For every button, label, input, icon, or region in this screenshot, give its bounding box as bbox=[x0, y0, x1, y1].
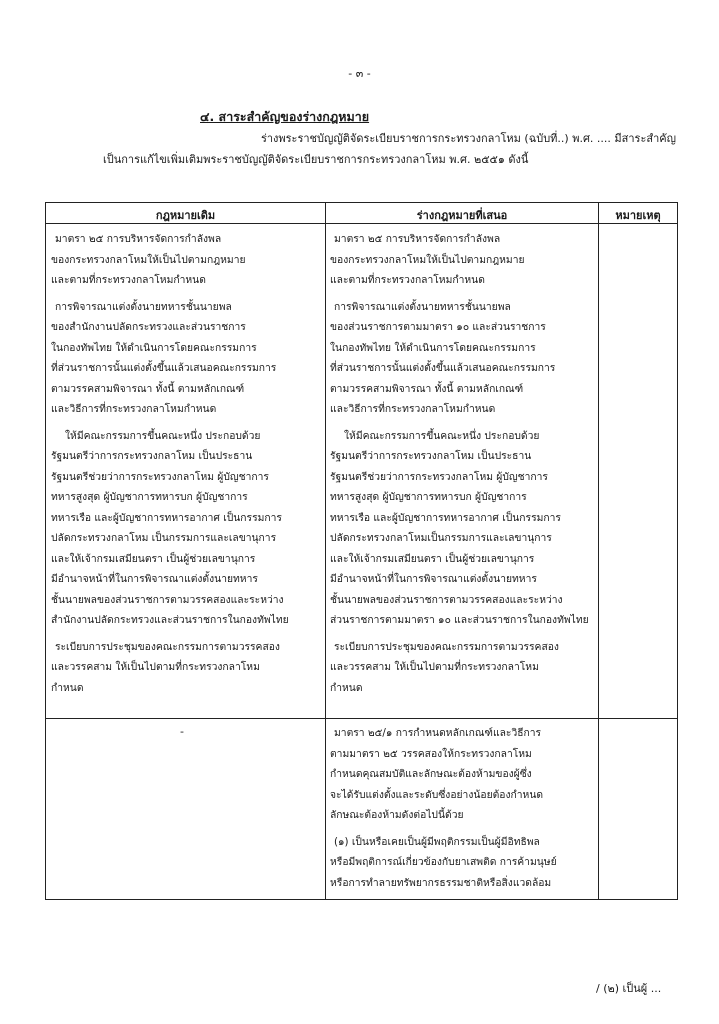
text-line: ระเบียบการประชุมของคณะกรรมการตามวรรคสอง bbox=[334, 640, 559, 653]
text-line: ของสำนักงานปลัดกระทรวงและส่วนราชการ bbox=[51, 321, 246, 333]
text-line: ชั้นนายพลของส่วนราชการตามวรรคสองและระหว่าง bbox=[51, 593, 284, 606]
text-line: การพิจารณาแต่งตั้งนายทหารชั้นนายพล bbox=[55, 300, 232, 313]
text-line: ตามวรรคสามพิจารณา ทั้งนี้ ตามหลักเกณฑ์ bbox=[51, 382, 245, 395]
text-line: มีอำนาจหน้าที่ในการพิจารณาแต่งตั้งนายทหาร bbox=[51, 573, 258, 585]
header-proposed-law: ร่างกฎหมายที่เสนอ bbox=[416, 209, 508, 222]
text-line: หรือมีพฤติการณ์เกี่ยวข้องกับยาเสพติด การค้ามนุษย์ bbox=[330, 856, 557, 868]
text-line: และวรรคสาม ให้เป็นไปตามที่กระทรวงกลาโหม bbox=[51, 661, 260, 673]
text-line: และให้เจ้ากรมเสมียนตรา เป็นผู้ช่วยเลขานุการ bbox=[330, 552, 535, 565]
intro-line-2: เป็นการแก้ไขเพิ่มเติมพระราชบัญญัติจัดระเบียบราชการกระทรวงกลาโหม พ.ศ. ๒๕๕๑ ดังนี้ bbox=[103, 153, 529, 166]
text-line: และตามที่กระทรวงกลาโหมกำหนด bbox=[330, 274, 485, 286]
proposed-section-25-1-cell bbox=[330, 723, 596, 893]
text-line: ส่วนราชการตามมาตรา ๑๐ และส่วนราชการในกองทัพไทย bbox=[330, 614, 589, 626]
text-line: ของกระทรวงกลาโหมให้เป็นไปตามกฎหมาย bbox=[51, 253, 246, 266]
text-line: มาตรา ๒๕ การบริหารจัดการกำลังพล bbox=[334, 233, 501, 245]
text-line: ทหารเรือ และผู้บัญชาการทหารอากาศ เป็นกรรมการ bbox=[330, 511, 561, 524]
text-line: ตามวรรคสามพิจารณา ทั้งนี้ ตามหลักเกณฑ์ bbox=[330, 382, 524, 395]
text-line: และให้เจ้ากรมเสมียนตรา เป็นผู้ช่วยเลขานุการ bbox=[51, 552, 256, 565]
text-line: กำหนด bbox=[51, 681, 84, 694]
text-line: สำนักงานปลัดกระทรวงและส่วนราชการในกองทัพไทย bbox=[51, 614, 289, 626]
column-divider bbox=[325, 203, 326, 899]
text-line: มาตรา ๒๕/๑ การกำหนดหลักเกณฑ์และวิธีการ bbox=[334, 727, 542, 739]
page-number: - ๓ - bbox=[348, 67, 371, 80]
text-line: ของกระทรวงกลาโหมให้เป็นไปตามกฎหมาย bbox=[330, 253, 525, 266]
text-line: ทหารสูงสุด ผู้บัญชาการทหารบก ผู้บัญชาการ bbox=[330, 491, 527, 503]
text-line: ปลัดกระทรวงกลาโหม เป็นกรรมการและเลขานุการ bbox=[51, 532, 277, 544]
text-line: และวิธีการที่กระทรวงกลาโหมกำหนด bbox=[330, 403, 496, 415]
text-line: ในกองทัพไทย ให้ดำเนินการโดยคณะกรรมการ bbox=[330, 341, 536, 354]
text-line: ให้มีคณะกรรมการขึ้นคณะหนึ่ง ประกอบด้วย bbox=[344, 429, 540, 442]
text-line: ที่ส่วนราชการนั้นแต่งตั้งขึ้นแล้วเสนอคณะกรรมการ bbox=[330, 362, 556, 374]
intro-line-1: ร่างพระราชบัญญัติจัดระเบียบราชการกระทรวงกลาโหม (ฉบับที่..) พ.ศ. .... มีสาระสำคัญ bbox=[260, 132, 676, 145]
text-line: รัฐมนตรีช่วยว่าการกระทรวงกลาโหม ผู้บัญชาการ bbox=[51, 470, 269, 483]
text-line: ปลัดกระทรวงกลาโหมเป็นกรรมการและเลขานุการ bbox=[330, 532, 552, 544]
column-divider bbox=[598, 203, 599, 899]
section-title: ๔. สาระสำคัญของร่างกฎหมาย bbox=[200, 109, 370, 124]
text-line: และวรรคสาม ให้เป็นไปตามที่กระทรวงกลาโหม bbox=[330, 661, 539, 673]
text-line: รัฐมนตรีว่าการกระทรวงกลาโหม เป็นประธาน bbox=[330, 450, 532, 462]
text-line: และวิธีการที่กระทรวงกลาโหมกำหนด bbox=[51, 403, 217, 415]
text-line: รัฐมนตรีว่าการกระทรวงกลาโหม เป็นประธาน bbox=[51, 450, 253, 462]
old-law-cell bbox=[51, 229, 323, 698]
footer-continuation: / (๒) เป็นผู้ ... bbox=[596, 982, 662, 995]
text-line: ในกองทัพไทย ให้ดำเนินการโดยคณะกรรมการ bbox=[51, 341, 257, 354]
text-line: ชั้นนายพลของส่วนราชการตามวรรคสองและระหว่าง bbox=[330, 593, 563, 606]
text-line: การพิจารณาแต่งตั้งนายทหารชั้นนายพล bbox=[334, 300, 511, 313]
text-line: มีอำนาจหน้าที่ในการพิจารณาแต่งตั้งนายทหาร bbox=[330, 573, 537, 585]
old-law-empty-dash: - bbox=[180, 725, 184, 738]
text-line: และตามที่กระทรวงกลาโหมกำหนด bbox=[51, 274, 206, 286]
proposed-law-cell bbox=[330, 229, 596, 698]
text-line: กำหนด bbox=[330, 681, 363, 694]
text-line: (๑) เป็นหรือเคยเป็นผู้มีพฤติกรรมเป็นผู้มีอิทธิพล bbox=[334, 835, 540, 848]
header-remarks: หมายเหตุ bbox=[615, 209, 661, 222]
header-old-law: กฎหมายเดิม bbox=[155, 209, 216, 222]
text-line: ทหารเรือ และผู้บัญชาการทหารอากาศ เป็นกรรมการ bbox=[51, 511, 282, 524]
text-line: ระเบียบการประชุมของคณะกรรมการตามวรรคสอง bbox=[55, 640, 280, 653]
text-line: รัฐมนตรีช่วยว่าการกระทรวงกลาโหม ผู้บัญชาการ bbox=[330, 470, 548, 483]
text-line: ทหารสูงสุด ผู้บัญชาการทหารบก ผู้บัญชาการ bbox=[51, 491, 248, 503]
text-line: กำหนดคุณสมบัติและลักษณะต้องห้ามของผู้ซึ่ง bbox=[330, 768, 532, 780]
text-line: ให้มีคณะกรรมการขึ้นคณะหนึ่ง ประกอบด้วย bbox=[65, 429, 261, 442]
row-divider bbox=[46, 718, 677, 719]
text-line: ของส่วนราชการตามมาตรา ๑๐ และส่วนราชการ bbox=[330, 321, 546, 333]
text-line: จะได้รับแต่งตั้งและระดับซึ่งอย่างน้อยต้องกำหนด bbox=[330, 788, 544, 801]
comparison-table bbox=[45, 202, 678, 900]
text-line: มาตรา ๒๕ การบริหารจัดการกำลังพล bbox=[55, 233, 222, 245]
text-line: หรือการทำลายทรัพยากรธรรมชาติหรือสิ่งแวดล้อม bbox=[330, 876, 552, 889]
text-line: ลักษณะต้องห้ามดังต่อไปนี้ด้วย bbox=[330, 809, 464, 821]
text-line: ตามมาตรา ๒๕ วรรคสองให้กระทรวงกลาโหม bbox=[330, 747, 532, 760]
text-line: ที่ส่วนราชการนั้นแต่งตั้งขึ้นแล้วเสนอคณะกรรมการ bbox=[51, 362, 277, 374]
